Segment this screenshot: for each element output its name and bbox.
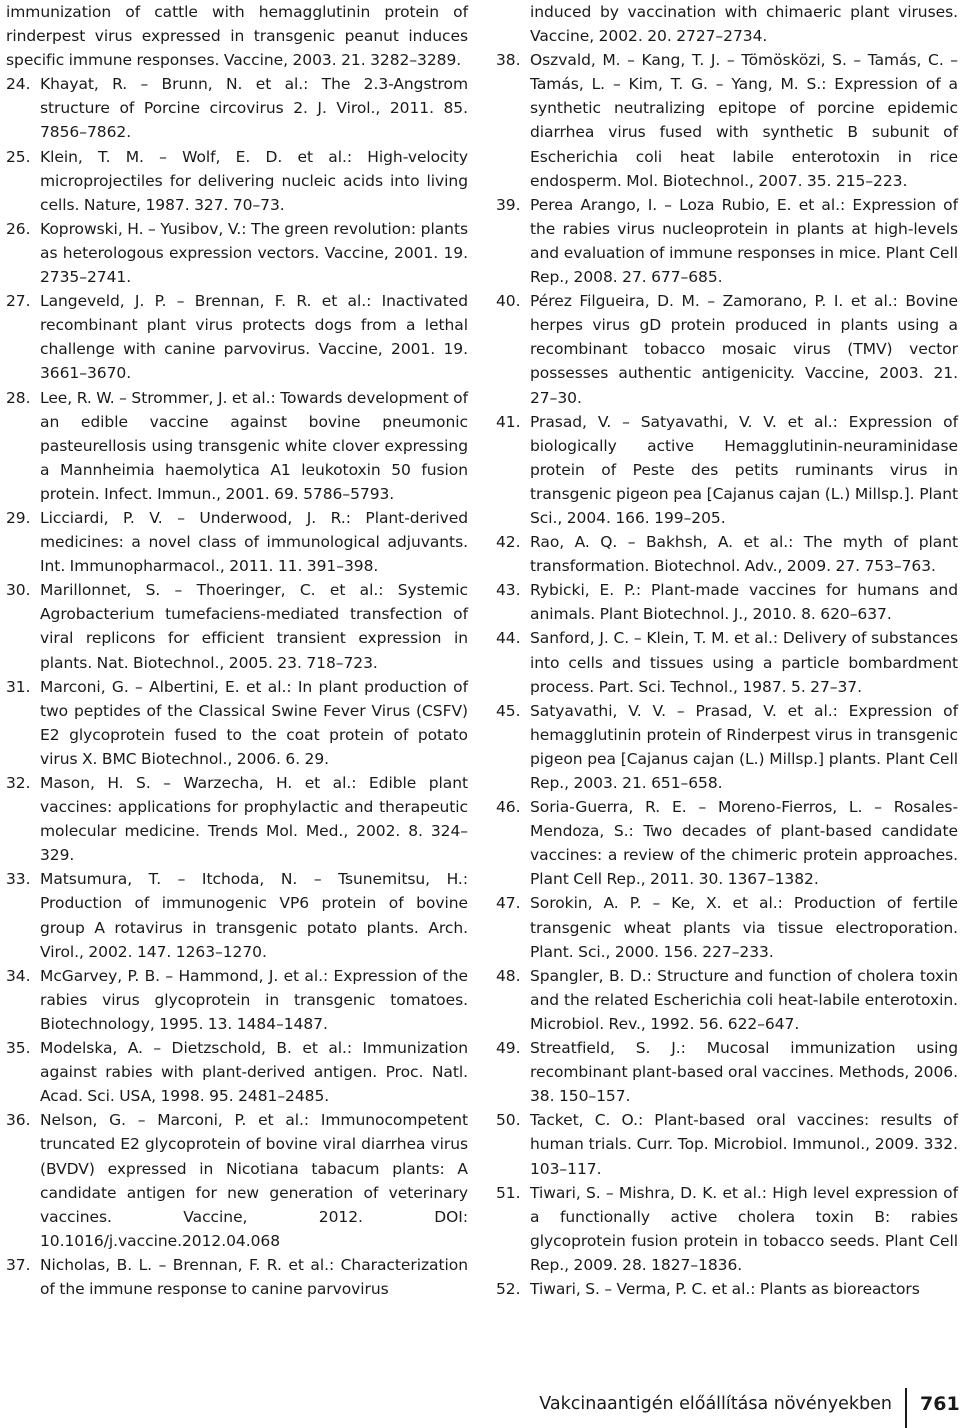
reference-continuation xyxy=(496,0,958,48)
reference-text: Licciardi, P. V. – Underwood, J. R.: Plant-derived medicines: a novel class of immunological adjuvants. Int. Immunopharmacol., 2011. 11. 391–398. xyxy=(40,508,468,576)
reference-text: Pérez Filgueira, D. M. – Zamorano, P. I. et al.: Bovine herpes virus gD protein produced in plants using a recombinant tobacco mosaic virus (TMV) vector possesses authentic antigenicity. Vaccine, 2003. 21. 27–30. xyxy=(530,292,958,407)
reference-item xyxy=(496,578,958,626)
reference-text: Modelska, A. – Dietzschold, B. et al.: Immunization against rabies with plant-derived antigen. Proc. Natl. Acad. Sci. USA, 1998. 95. 2481–2485. xyxy=(40,1039,468,1106)
reference-number: 34. xyxy=(6,966,31,985)
reference-item xyxy=(6,1253,468,1301)
reference-item xyxy=(6,72,468,144)
reference-number: 50. xyxy=(496,1111,521,1130)
reference-item xyxy=(496,891,958,963)
reference-list-right xyxy=(496,48,958,1301)
reference-number: 27. xyxy=(6,292,31,311)
page-number: 761 xyxy=(920,1393,960,1415)
reference-text: Spangler, B. D.: Structure and function of cholera toxin and the related Escherichia coli heat-labile enterotoxin. Microbiol. Rev., 1992. 56. 622–647. xyxy=(530,966,958,1033)
reference-text: Prasad, V. – Satyavathi, V. V. et al.: Expression of biologically active Hemagglutinin-neuraminidase protein of Peste des petits ruminants virus in transgenic pigeon pea [Cajanus cajan (L.) Millsp.]. Plant Sci., 2004. 166. 199–205. xyxy=(530,412,958,527)
reference-number: 42. xyxy=(496,533,521,552)
reference-item xyxy=(496,1277,958,1301)
reference-number: 45. xyxy=(496,701,521,720)
reference-text: Tacket, C. O.: Plant-based oral vaccines: results of human trials. Curr. Top. Microbiol. Immunol., 2009. 332. 103–117. xyxy=(530,1111,958,1178)
reference-text: McGarvey, P. B. – Hammond, J. et al.: Expression of the rabies virus glycoprotein in transgenic tomatoes. Biotechnology, 1995. 13. 1484–1487. xyxy=(40,966,468,1033)
reference-number: 38. xyxy=(496,51,521,70)
reference-item xyxy=(496,48,958,193)
reference-text: Rybicki, E. P.: Plant-made vaccines for humans and animals. Plant Biotechnol. J., 2010. 8. 620–637. xyxy=(530,581,958,624)
reference-number: 46. xyxy=(496,798,521,817)
reference-item xyxy=(6,145,468,217)
reference-item xyxy=(496,530,958,578)
reference-text: Klein, T. M. – Wolf, E. D. et al.: High-velocity microprojectiles for delivering nucleic acids into living cells. Nature, 1987. 327. 70–73. xyxy=(40,147,468,214)
reference-number: 44. xyxy=(496,629,521,648)
reference-text: Sorokin, A. P. – Ke, X. et al.: Production of fertile transgenic wheat plants via tissue electroporation. Plant. Sci., 2000. 156. 227–233. xyxy=(530,894,958,961)
reference-item xyxy=(496,699,958,795)
reference-number: 31. xyxy=(6,677,31,696)
running-title: Vakcinaantigén előállítása növényekben xyxy=(539,1394,892,1414)
reference-item xyxy=(496,1036,958,1108)
reference-text: Nelson, G. – Marconi, P. et al.: Immunocompetent truncated E2 glycoprotein of bovine viral diarrhea virus (BVDV) expressed in Nicotiana tabacum plants: A candidate antigen for new generation of veterinary vaccines. Vaccine, 2012. DOI: 10.1016/j.vaccine.2012.04.068 xyxy=(40,1111,468,1250)
reference-text: Perea Arango, I. – Loza Rubio, E. et al.: Expression of the rabies virus nucleoprotein in plants at high-levels and evaluation of immune responses in mice. Plant Cell Rep., 2008. 27. 677–685. xyxy=(530,195,958,287)
reference-text: Satyavathi, V. V. – Prasad, V. et al.: Expression of hemagglutinin protein of Rinderpest virus in transgenic pigeon pea [Cajanus cajan (L.) Millsp.] plants. Plant Cell Rep., 2003. 21. 651–658. xyxy=(530,701,958,792)
reference-item xyxy=(6,289,468,385)
reference-item xyxy=(496,1181,958,1277)
reference-number: 48. xyxy=(496,966,521,985)
reference-text: Tiwari, S. – Verma, P. C. et al.: Plants as bioreactors xyxy=(530,1279,920,1298)
reference-text: Khayat, R. – Brunn, N. et al.: The 2.3-Angstrom structure of Porcine circovirus 2. J. Virol., 2011. 85. 7856–7862. xyxy=(40,75,468,142)
footer-divider xyxy=(905,1388,907,1428)
reference-item xyxy=(6,217,468,289)
reference-item xyxy=(6,675,468,771)
reference-text: Nicholas, B. L. – Brennan, F. R. et al.: Characterization of the immune response to canine parvovirus xyxy=(40,1255,468,1298)
reference-continuation xyxy=(6,0,468,72)
reference-number: 30. xyxy=(6,581,31,600)
reference-number: 51. xyxy=(496,1183,521,1202)
reference-text: Marillonnet, S. – Thoeringer, C. et al.: Systemic Agrobacterium tumefaciens-mediated transfection of viral replicons for efficient transient expression in plants. Nat. Biotechnol., 2005. 23. 718–723. xyxy=(40,581,468,672)
reference-item xyxy=(496,410,958,530)
reference-item xyxy=(6,1036,468,1108)
reference-number: 49. xyxy=(496,1039,521,1058)
reference-text: induced by vaccination with chimaeric plant viruses. Vaccine, 2002. 20. 2727–2734. xyxy=(530,3,958,46)
reference-number: 52. xyxy=(496,1279,521,1298)
reference-text: Matsumura, T. – Itchoda, N. – Tsunemitsu, H.: Production of immunogenic VP6 protein of bovine group A rotavirus in transgenic potato plants. Arch. Virol., 2002. 147. 1263–1270. xyxy=(40,870,468,961)
reference-number: 40. xyxy=(496,292,521,311)
reference-number: 35. xyxy=(6,1039,31,1058)
reference-item xyxy=(6,386,468,506)
reference-text: Oszvald, M. – Kang, T. J. – Tömösközi, S. – Tamás, C. – Tamás, L. – Kim, T. G. – Yang, M. S.: Expression of a synthetic neutralizing epitope of porcine epidemic diarrhea virus fused with synthetic B subunit of Escherichia coli heat labile enterotoxin in rice endosperm. Mol. Biotechnol., 2007. 35. 215–223. xyxy=(530,51,958,190)
reference-number: 39. xyxy=(496,195,521,214)
reference-number: 43. xyxy=(496,581,521,600)
reference-text: Sanford, J. C. – Klein, T. M. et al.: Delivery of substances into cells and tissues using a particle bombardment process. Part. Sci. Technol., 1987. 5. 27–37. xyxy=(530,629,958,696)
reference-text: Mason, H. S. – Warzecha, H. et al.: Edible plant vaccines: applications for prophylactic and therapeutic molecular medicine. Trends Mol. Med., 2002. 8. 324–329. xyxy=(40,774,468,865)
page-footer xyxy=(0,1384,960,1428)
reference-number: 29. xyxy=(6,508,31,527)
reference-text: immunization of cattle with hemagglutinin protein of rinderpest virus expressed in transgenic peanut induces specific immune responses. Vaccine, 2003. 21. 3282–3289. xyxy=(6,3,468,70)
reference-text: Rao, A. Q. – Bakhsh, A. et al.: The myth of plant transformation. Biotechnol. Adv., 2009. 27. 753–763. xyxy=(530,533,958,576)
reference-number: 25. xyxy=(6,147,31,166)
reference-item xyxy=(496,289,958,409)
reference-number: 37. xyxy=(6,1255,31,1274)
reference-item xyxy=(6,964,468,1036)
reference-text: Lee, R. W. – Strommer, J. et al.: Towards development of an edible vaccine against bovine pneumonic pasteurellosis using transgenic white clover expressing a Mannheimia haemolytica A1 leukotoxin 50 fusion protein. Infect. Immun., 2001. 69. 5786–5793. xyxy=(40,388,468,503)
reference-number: 28. xyxy=(6,388,31,407)
reference-text: Langeveld, J. P. – Brennan, F. R. et al.: Inactivated recombinant plant virus protects dogs from a lethal challenge with canine parvovirus. Vaccine, 2001. 19. 3661–3670. xyxy=(40,292,468,383)
reference-item xyxy=(496,1108,958,1180)
reference-item xyxy=(496,193,958,289)
reference-number: 41. xyxy=(496,412,521,431)
reference-list-left xyxy=(6,72,468,1301)
reference-column-right xyxy=(496,0,958,1301)
reference-item xyxy=(6,506,468,578)
reference-text: Koprowski, H. – Yusibov, V.: The green revolution: plants as heterologous expression vectors. Vaccine, 2001. 19. 2735–2741. xyxy=(40,219,468,287)
reference-column-left xyxy=(6,0,468,1301)
reference-item xyxy=(496,626,958,698)
reference-item xyxy=(6,578,468,674)
reference-number: 32. xyxy=(6,774,31,792)
reference-text: Streatfield, S. J.: Mucosal immunization using recombinant plant-based oral vaccines. Methods, 2006. 38. 150–157. xyxy=(530,1039,958,1106)
reference-number: 33. xyxy=(6,870,31,889)
reference-text: Tiwari, S. – Mishra, D. K. et al.: High level expression of a functionally active cholera toxin B: rabies glycoprotein fusion protein in tobacco seeds. Plant Cell Rep., 2009. 28. 1827–1836. xyxy=(530,1183,958,1274)
reference-number: 47. xyxy=(496,894,521,913)
reference-number: 36. xyxy=(6,1111,31,1130)
reference-number: 24. xyxy=(6,75,31,94)
reference-item xyxy=(6,867,468,963)
reference-item xyxy=(6,1108,468,1253)
reference-text: Soria-Guerra, R. E. – Moreno-Fierros, L. – Rosales-Mendoza, S.: Two decades of plant-based candidate vaccines: a review of the chimeric protein approaches. Plant Cell Rep., 2011. 30. 1367–1382. xyxy=(530,798,958,889)
reference-item xyxy=(496,795,958,891)
reference-item xyxy=(496,964,958,1036)
reference-item xyxy=(6,771,468,867)
reference-number: 26. xyxy=(6,219,31,238)
reference-text: Marconi, G. – Albertini, E. et al.: In plant production of two peptides of the Classical Swine Fever Virus (CSFV) E2 glycoprotein fused to the coat protein of potato virus X. BMC Biotechnol., 2006. 6. 29. xyxy=(40,677,468,768)
